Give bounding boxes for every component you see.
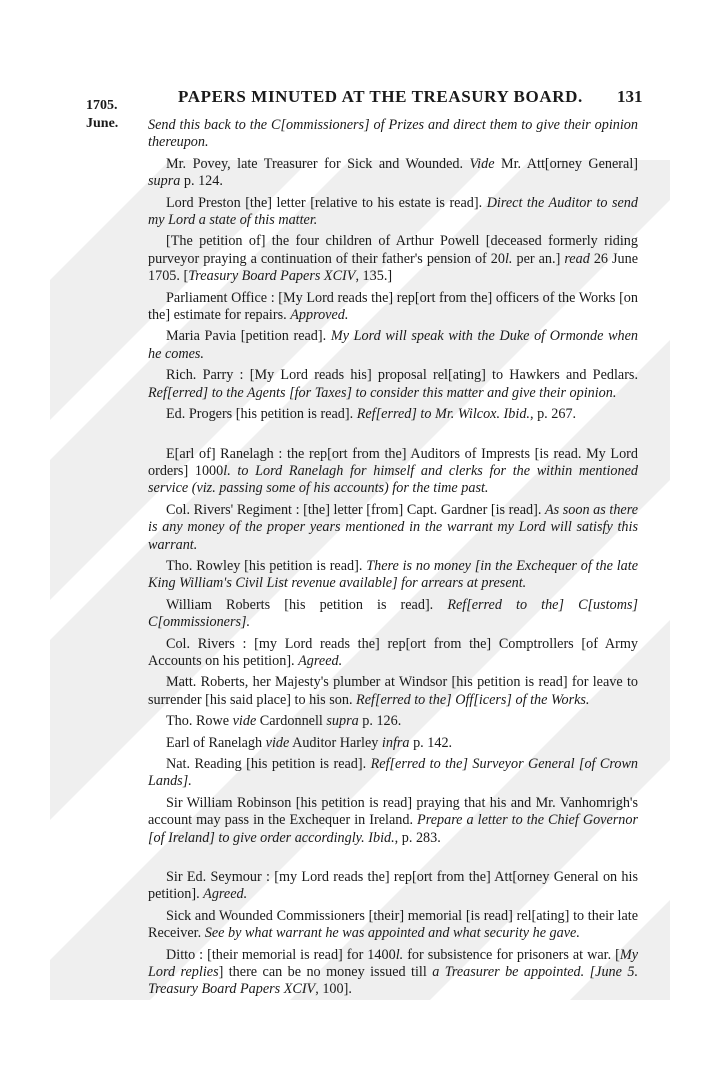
- entry-earl-ranelagh-ref: Earl of Ranelagh vide Auditor Harley infra p. 142.: [166, 734, 453, 751]
- entry-parry: Rich. Parry : [My Lord reads his] proposal rel[ating] to Hawkers and Pedlars. Ref[erred] to the Agents [for Taxes] to consider this matter and give their opinion.: [148, 367, 638, 401]
- entry-seymour: Sir Ed. Seymour : [my Lord reads the] rep[ort from the] Att[orney General on his petition]. Agreed.: [148, 869, 638, 903]
- entry-parliament-office: Parliament Office : [My Lord reads the] rep[ort from the] officers of the Works [on the] estimate for repairs. Approved.: [148, 289, 638, 324]
- entry-rowe: Tho. Rowe vide Cardonnell supra p. 126.: [166, 713, 402, 730]
- margin-month: June.: [86, 116, 119, 131]
- entry-col-rivers: Col. Rivers : [my Lord reads the] rep[ort from the] Comptrollers [of Army Accounts on his petition]. Agreed.: [148, 635, 638, 669]
- entry-povey: Mr. Povey, late Treasurer for Sick and Wounded. Vide Mr. Att[orney General] supra p. 124.: [148, 155, 638, 190]
- body-text: [148, 117, 638, 1003]
- entry-matt-roberts: Matt. Roberts, her Majesty's plumber at Windsor [his petition is read] for leave to surrender [his said place] to his son. Ref[erred to the] Off[icers] of the Works.: [148, 674, 638, 708]
- entry-progers: Ed. Progers [his petition is read]. Ref[erred] to Mr. Wilcox. Ibid., p. 267.: [166, 406, 577, 423]
- page-number: 131: [617, 87, 643, 106]
- section-gap: [148, 851, 638, 869]
- entry-ditto: Ditto : [their memorial is read] for 1400l. for subsistence for prisoners at war. [My Lord replies] there can be no money issued till a Treasurer be appointed. [June 5. Treasury Board Papers XCIV, 100].: [148, 946, 638, 998]
- margin-year: 1705.: [86, 98, 118, 113]
- entry-preston: Lord Preston [the] letter [relative to his estate is read]. Direct the Auditor to send my Lord a state of this matter.: [148, 194, 638, 229]
- entry-robinson: Sir William Robinson [his petition is read] praying that his and Mr. Vanhomrigh's account may pass in the Exchequer in Ireland. Prepare a letter to the Chief Governor [of Ireland] to give order accordingly. Ibid., p. 283.: [148, 794, 638, 846]
- entry-ranelagh: E[arl of] Ranelagh : the rep[ort from the] Auditors of Imprests [is read. My Lord orders] 1000l. to Lord Ranelagh for himself and clerks for the within mentioned service (viz. passing some of his accounts) for the time past.: [148, 445, 638, 497]
- entry-pavia: Maria Pavia [petition read]. My Lord will speak with the Duke of Ormonde when he comes.: [148, 328, 639, 362]
- entry-rivers-regiment: Col. Rivers' Regiment : [the] letter [from] Capt. Gardner [is read]. As soon as there is any money of the proper years mentioned in the warrant my Lord will satisfy this warrant.: [148, 501, 639, 553]
- running-header-title: PAPERS MINUTED AT THE TREASURY BOARD.: [178, 87, 583, 106]
- section-gap: [148, 428, 638, 446]
- entry-prizes: Send this back to the C[ommissioners] of Prizes and direct them to give their opinion thereupon.: [148, 117, 638, 151]
- entry-william-roberts: William Roberts [his petition is read]. Ref[erred to the] C[ustoms] C[ommissioners].: [148, 596, 638, 631]
- entry-sick-wounded: Sick and Wounded Commissioners [their] memorial [is read] rel[ating] to their late Receiver. See by what warrant he was appointed and what security he gave.: [148, 907, 638, 942]
- entry-powell: [The petition of] the four children of Arthur Powell [deceased formerly riding purveyor praying a continuation of their father's pension of 20l. per an.] read 26 June 1705. [Treasury Board Papers XCIV, 135.]: [148, 233, 639, 285]
- entry-rowley: Tho. Rowley [his petition is read]. There is no money [in the Exchequer of the late King William's Civil List revenue available] for arrears at present.: [148, 557, 638, 592]
- entry-reading: Nat. Reading [his petition is read]. Ref[erred to the] Surveyor General [of Crown Lands].: [148, 756, 639, 790]
